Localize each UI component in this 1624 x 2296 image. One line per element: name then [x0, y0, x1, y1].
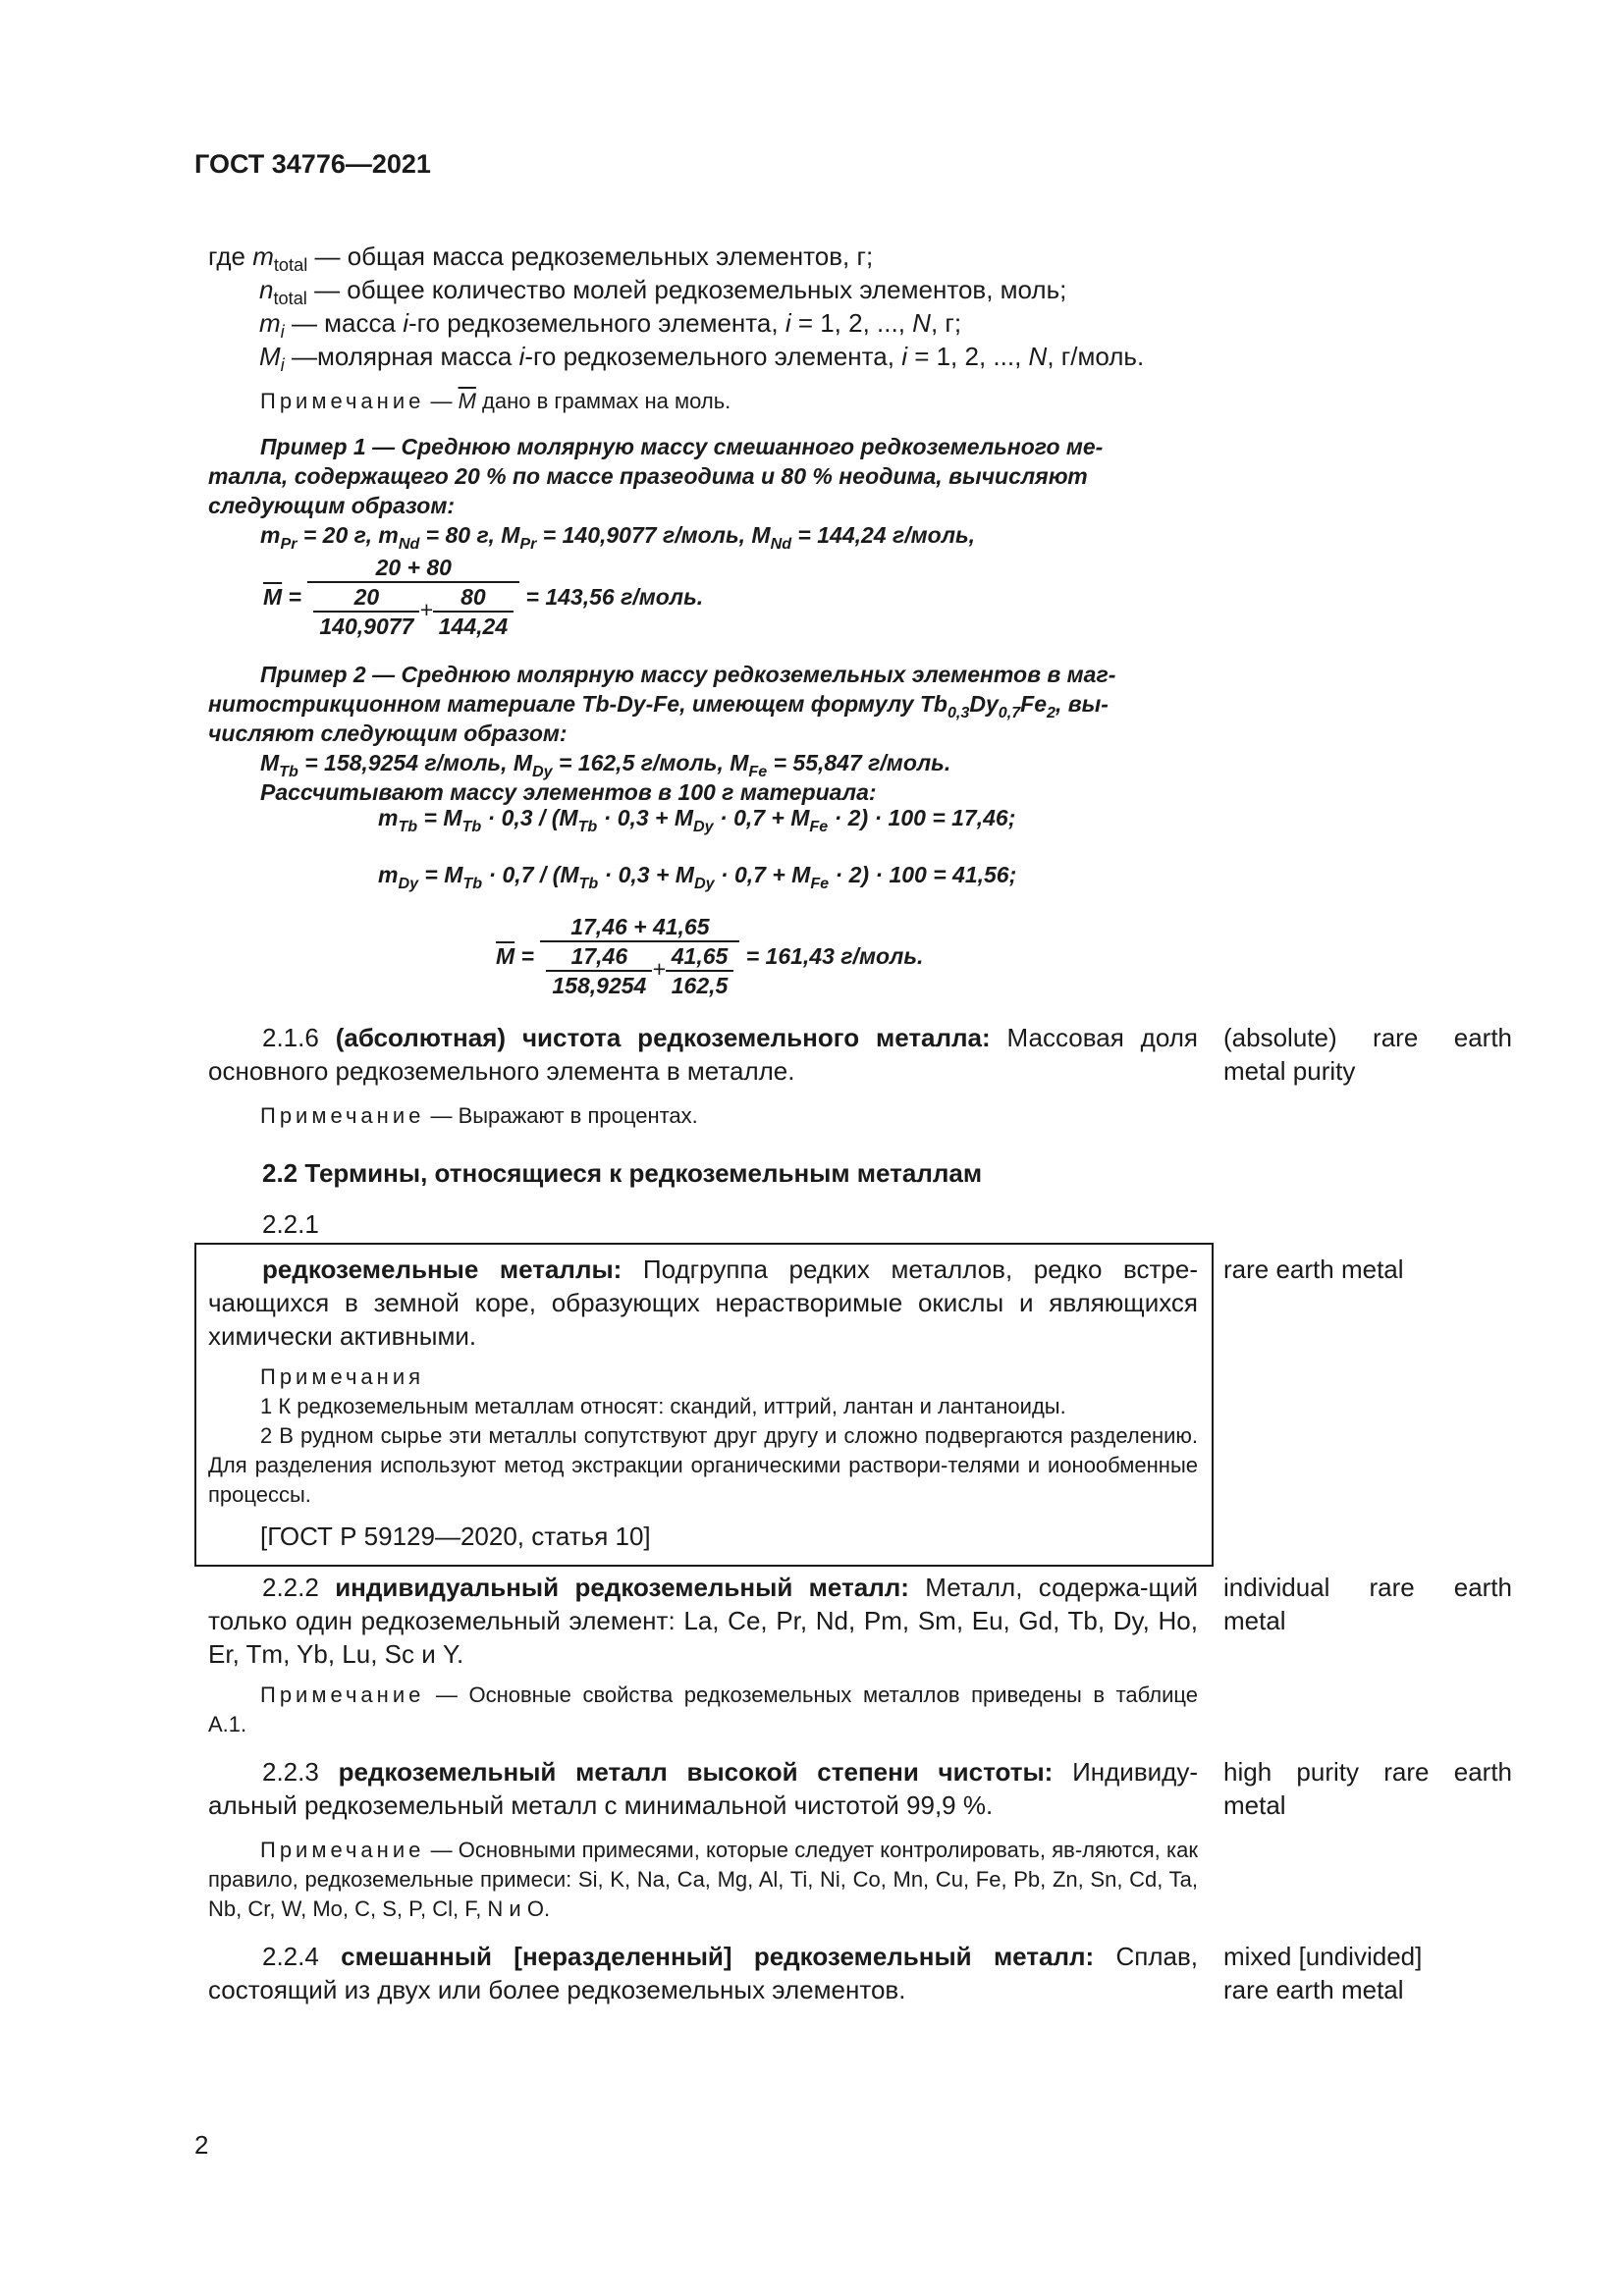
document-header: ГОСТ 34776—2021 — [194, 149, 431, 179]
note-item-1: 1 К редкоземельным металлам относят: скандий, иттрий, лантан и лантаноиды. — [260, 1394, 1066, 1418]
term-2-2-1-definition: редкоземельные металлы: Подгруппа редких металлов, редко встре-чающихся в земной коре, образующих нерастворимые окислы и являющихся химически активными. — [208, 1255, 1198, 1351]
term-2-2-3: 2.2.3 редкоземельный металл высокой степени чистоты: Индивиду-альный редкоземельный металл с минимальной чистотой 99,9 %. — [208, 1757, 1198, 1820]
example-2-eq-dy: $m_{Dy} = M_{Tb} \cdot 0,7 / (M_{Tb} \cdot 0,3 + M_{Dy} \cdot 0,7 + M_{Fe} \cdot 2) \cdot 100 = 41,56$; — [378, 862, 1017, 892]
term-2-2-2: 2.2.2 индивидуальный редкоземельный металл: Металл, содержа-щий только один редкоземельный элемент: La, Ce, Pr, Nd, Pm, Sm, Eu, Gd, Tb, Dy, Ho, Er, Tm, Yb, Lu, Sc и Y. — [208, 1573, 1198, 1669]
example-2-formula: $\overline{M}$ = 17,46 + 41,65 $\frac{17,46}{158,9254}$ + $\frac{41,65}{162,5}$ = 161,43 г/моль. — [496, 914, 924, 998]
legend-m-i: $m_i$ — масса i-го редкоземельного элемента, i = 1, 2, ..., N, г; — [259, 308, 962, 342]
example-1-fraction: 20 + 80 $\frac{20}{140,9077}$ + $\frac{80}{144,24}$ — [307, 554, 519, 640]
section-2-2-title: 2.2 Термины, относящиеся к редкоземельным металлам — [262, 1158, 983, 1188]
note-molar-units: Примечание — $\overline{M}$ дано в граммах на моль. — [260, 389, 731, 413]
example-1-formula: $\overline{M}$ = 20 + 80 $\frac{20}{140,9077}$ + $\frac{80}{144,24}$ = 143,56 г/моль. — [263, 555, 704, 639]
variable-legend — [208, 240, 1200, 373]
example-1-line-3: следующим образом: — [208, 493, 456, 518]
note-impurities: Примечание — Основными примесями, которые следует контролировать, яв-ляются, как правило, редкоземельные примеси: Si, K, Na, Ca, Mg, Al, Ti, Ni, Co, Mn, Cu, Fe, Pb, Zn, Sn, Cd, Ta, Nb, Cr, W, Mo, C, S, P, Cl, F, N и O. — [208, 1838, 1198, 1921]
example-2-calc-line: Рассчитывают массу элементов в 100 г материала: — [260, 779, 877, 805]
page-number: 2 — [194, 2130, 209, 2160]
legend-m-total: где $m_{total}$ — общая масса редкоземельных элементов, г; — [208, 241, 874, 275]
example-2-eq-tb: $m_{Tb} = M_{Tb} \cdot 0,3 / (M_{Tb} \cdot 0,3 + M_{Dy} \cdot 0,7 + M_{Fe} \cdot 2) \cdot 100 = 17,46$; — [378, 805, 1016, 835]
term-2-2-3-en: high purity rare earth metal — [1223, 1757, 1512, 1820]
example-2-line-1: Пример 2 — Среднюю молярную массу редкоземельных элементов в маг- — [260, 662, 1116, 687]
example-1 — [208, 432, 1200, 553]
note-item-2: 2 В рудном сырье эти металлы сопутствуют друг другу и сложно подвергаются разделению. Для разделения используют метод экстракции органическими раствори-телями и ионообменные процессы. — [208, 1423, 1198, 1507]
notes-label: Примечания — [260, 1364, 425, 1389]
term-2-1-6-en: (absolute) rare earth metal purity — [1223, 1023, 1512, 1086]
term-2-2-4-en: mixed [undivided] rare earth metal — [1223, 1942, 1423, 2004]
example-1-values: $m_{Pr} = 20$ г, $m_{Nd} = 80$ г, $M_{Pr} = 140,9077$ г/моль, $M_{Nd} = 144,24$ г/моль, — [260, 522, 976, 553]
term-2-2-1-number: 2.2.1 — [262, 1209, 319, 1239]
term-2-2-1-en: rare earth metal — [1223, 1255, 1404, 1284]
example-2-line-3: числяют следующим образом: — [208, 721, 568, 746]
example-1-line-1: Пример 1 — Среднюю молярную массу смешанного редкоземельного ме- — [260, 434, 1104, 459]
example-2-fraction: 17,46 + 41,65 $\frac{17,46}{158,9254}$ + $\frac{41,65}{162,5}$ — [540, 913, 739, 999]
term-2-2-1-source: [ГОСТ Р 59129—2020, статья 10] — [260, 1522, 651, 1551]
term-2-2-2-en: individual rare earth metal — [1223, 1573, 1512, 1635]
example-2-molar-values: $M_{Tb} = 158,9254$ г/моль, $M_{Dy} = 162,5$ г/моль, $M_{Fe} = 55,847$ г/моль. — [260, 750, 951, 780]
example-2 — [208, 660, 1200, 807]
note-percent: Примечание — Выражают в процентах. — [260, 1103, 698, 1128]
example-2-line-2: нитострикционном материале Tb-Dy-Fe, имеющем формулу $Tb_{0,3}Dy_{0,7}Fe_2$, вы- — [208, 691, 1109, 721]
example-1-line-2: талла, содержащего 20 % по массе празеодима и 80 % неодима, вычисляют — [208, 463, 1088, 489]
term-2-2-4: 2.2.4 смешанный [неразделенный] редкоземельный металл: Сплав, состоящий из двух или более редкоземельных элементов. — [208, 1942, 1198, 2004]
term-2-1-6: 2.1.6 (абсолютная) чистота редкоземельного металла: Массовая доля основного редкоземельного элемента в металле. — [208, 1023, 1198, 1086]
legend-M-i: $M_i$ —молярная масса i-го редкоземельного элемента, i = 1, 2, ..., N, г/моль. — [259, 342, 1145, 375]
term-2-2-1-notes — [208, 1362, 1198, 1510]
note-properties: Примечание — Основные свойства редкоземельных металлов приведены в таблице А.1. — [208, 1682, 1198, 1736]
legend-n-total: $n_{total}$ — общее количество молей редкоземельных элементов, моль; — [259, 275, 1067, 308]
